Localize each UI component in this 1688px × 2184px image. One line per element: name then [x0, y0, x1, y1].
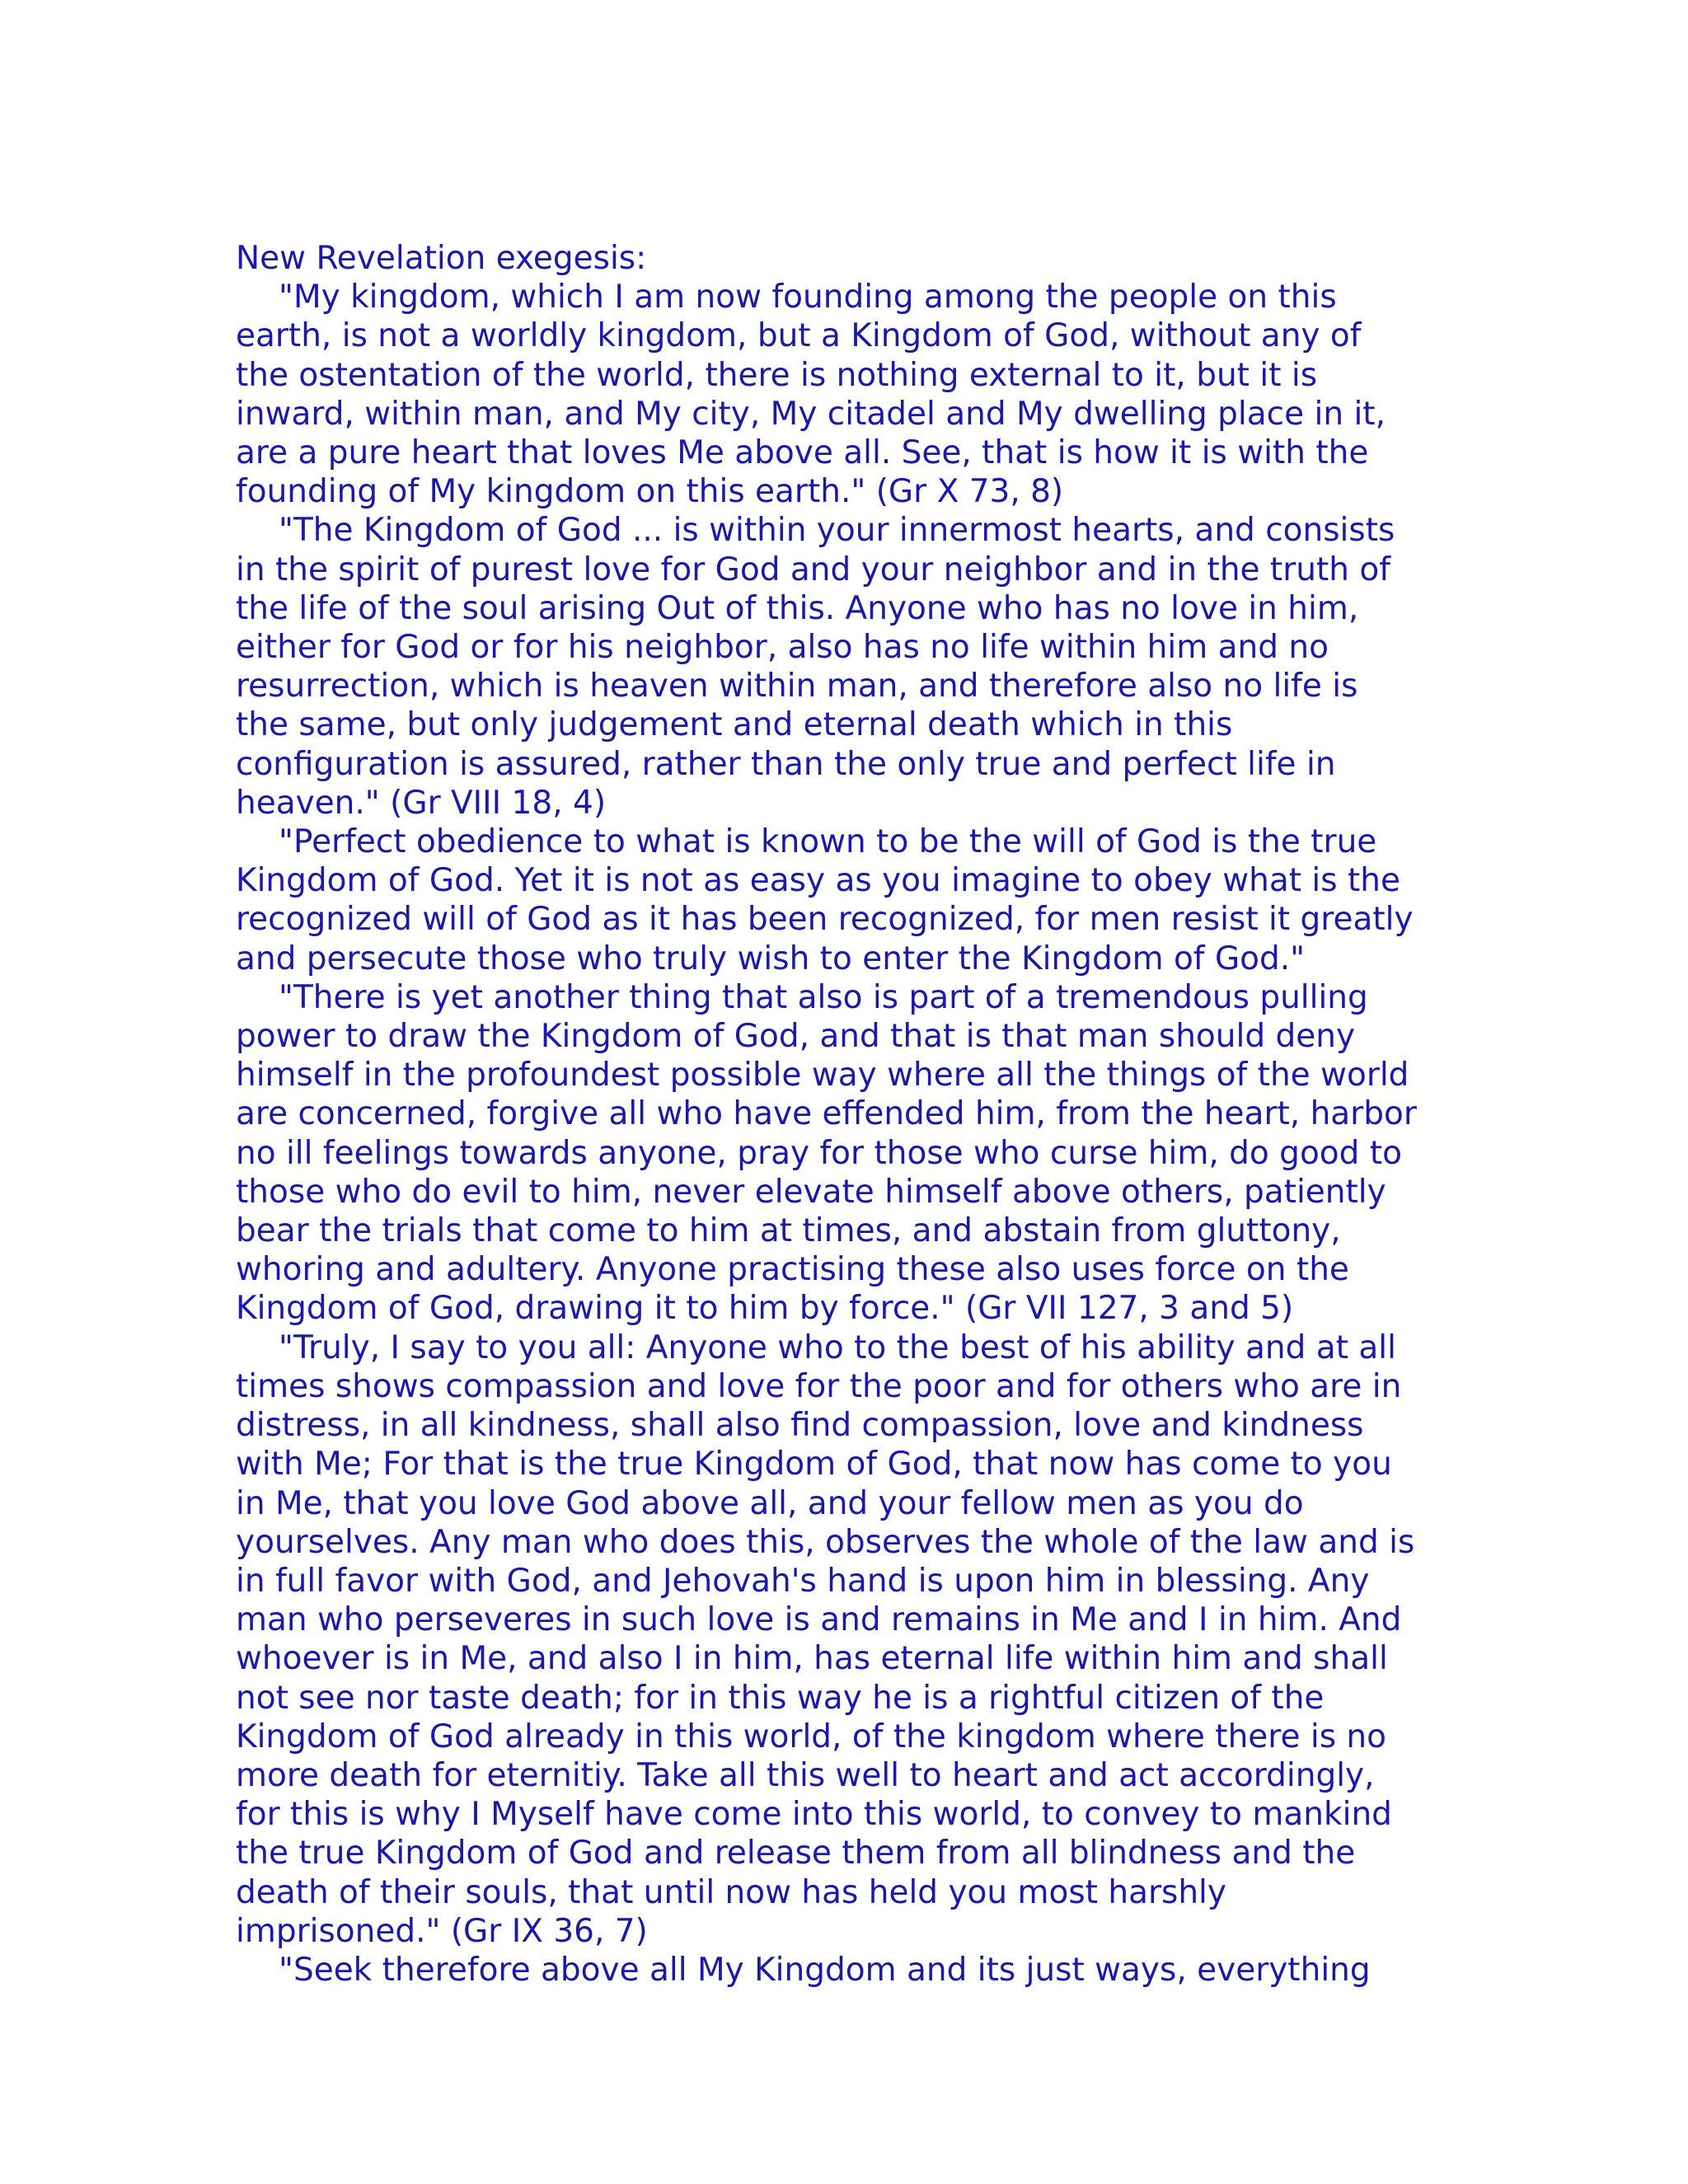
text-line: those who do evil to him, never elevate himself above others, patiently [236, 1173, 1386, 1211]
text-line: Kingdom of God. Yet it is not as easy as you imagine to obey what is the [236, 862, 1400, 900]
text-line: man who perseveres in such love is and remains in Me and I in him. And [236, 1601, 1402, 1639]
paragraph [236, 278, 1653, 511]
text-line: are a pure heart that loves Me above all. See, that is how it is with the [236, 434, 1369, 472]
text-line: yourselves. Any man who does this, observes the whole of the law and is [236, 1523, 1415, 1561]
text-line: himself in the profoundest possible way where all the things of the world [236, 1057, 1409, 1094]
text-line: the true Kingdom of God and release them from all blindness and the [236, 1835, 1356, 1872]
text-line: Kingdom of God, drawing it to him by force." (Gr VII 127, 3 and 5) [236, 1290, 1294, 1328]
text-line: in the spirit of purest love for God and your neighbor and in the truth of [236, 551, 1390, 588]
document-body [236, 278, 1653, 1990]
text-line: recognized will of God as it has been recognized, for men resist it greatly [236, 901, 1414, 939]
text-line: not see nor taste death; for in this way he is a rightful citizen of the [236, 1679, 1325, 1717]
paragraph [236, 978, 1653, 1329]
paragraph [236, 1951, 1653, 1990]
paragraph [236, 1329, 1653, 1951]
text-line: "Seek therefore above all My Kingdom and its just ways, everything [279, 1951, 1371, 1989]
document-heading: New Revelation exegesis: [236, 240, 647, 277]
text-line: "Perfect obedience to what is known to be the will of God is the true [279, 823, 1377, 861]
text-line: are concerned, forgive all who have effended him, from the heart, harbor [236, 1095, 1417, 1133]
text-line: distress, in all kindness, shall also find compassion, love and kindness [236, 1407, 1364, 1445]
text-line: resurrection, which is heaven within man, and therefore also no life is [236, 668, 1358, 705]
text-line: heaven." (Gr VIII 18, 4) [236, 784, 607, 822]
text-line: the same, but only judgement and eternal death which in this [236, 706, 1233, 744]
text-line: Kingdom of God already in this world, of the kingdom where there is no [236, 1718, 1387, 1755]
text-line: founding of My kingdom on this earth." (Gr X 73, 8) [236, 473, 1064, 511]
text-line: times shows compassion and love for the poor and for others who are in [236, 1367, 1402, 1405]
text-line: earth, is not a worldly kingdom, but a Kingdom of God, without any of [236, 317, 1362, 355]
text-line: power to draw the Kingdom of God, and that is that man should deny [236, 1018, 1356, 1056]
paragraph [236, 823, 1653, 978]
text-line: either for God or for his neighbor, also has no life within him and no [236, 629, 1329, 667]
text-line: in full favor with God, and Jehovah's hand is upon him in blessing. Any [236, 1562, 1370, 1600]
text-line: whoring and adultery. Anyone practising these also uses force on the [236, 1251, 1349, 1289]
text-line: "There is yet another thing that also is part of a tremendous pulling [279, 978, 1368, 1016]
text-line: "My kingdom, which I am now founding among the people on this [279, 279, 1337, 316]
text-line: no ill feelings towards anyone, pray for those who curse him, do good to [236, 1134, 1402, 1172]
text-line: in Me, that you love God above all, and your fellow men as you do [236, 1484, 1304, 1522]
text-line: and persecute those who truly wish to enter the Kingdom of God." [236, 940, 1306, 977]
text-line: "The Kingdom of God ... is within your innermost hearts, and consists [279, 512, 1395, 550]
text-line: configuration is assured, rather than the only true and perfect life in [236, 745, 1336, 783]
text-line: the ostentation of the world, there is nothing external to it, but it is [236, 356, 1318, 394]
text-line: death of their souls, that until now has held you most harshly [236, 1873, 1226, 1911]
document-page [236, 239, 1653, 1990]
text-line: the life of the soul arising Out of this. Anyone who has no love in him, [236, 589, 1359, 627]
text-line: for this is why I Myself have come into this world, to convey to mankind [236, 1796, 1392, 1834]
text-line: inward, within man, and My city, My citadel and My dwelling place in it, [236, 395, 1386, 433]
text-line: imprisoned." (Gr IX 36, 7) [236, 1912, 648, 1950]
paragraph [236, 511, 1653, 823]
text-line: bear the trials that come to him at times, and abstain from gluttony, [236, 1212, 1341, 1250]
text-line: "Truly, I say to you all: Anyone who to the best of his ability and at all [279, 1329, 1396, 1366]
text-line: whoever is in Me, and also I in him, has eternal life within him and shall [236, 1640, 1388, 1678]
text-line: with Me; For that is the true Kingdom of God, that now has come to you [236, 1446, 1392, 1483]
text-line: more death for eternitiy. Take all this well to heart and act accordingly, [236, 1756, 1375, 1794]
